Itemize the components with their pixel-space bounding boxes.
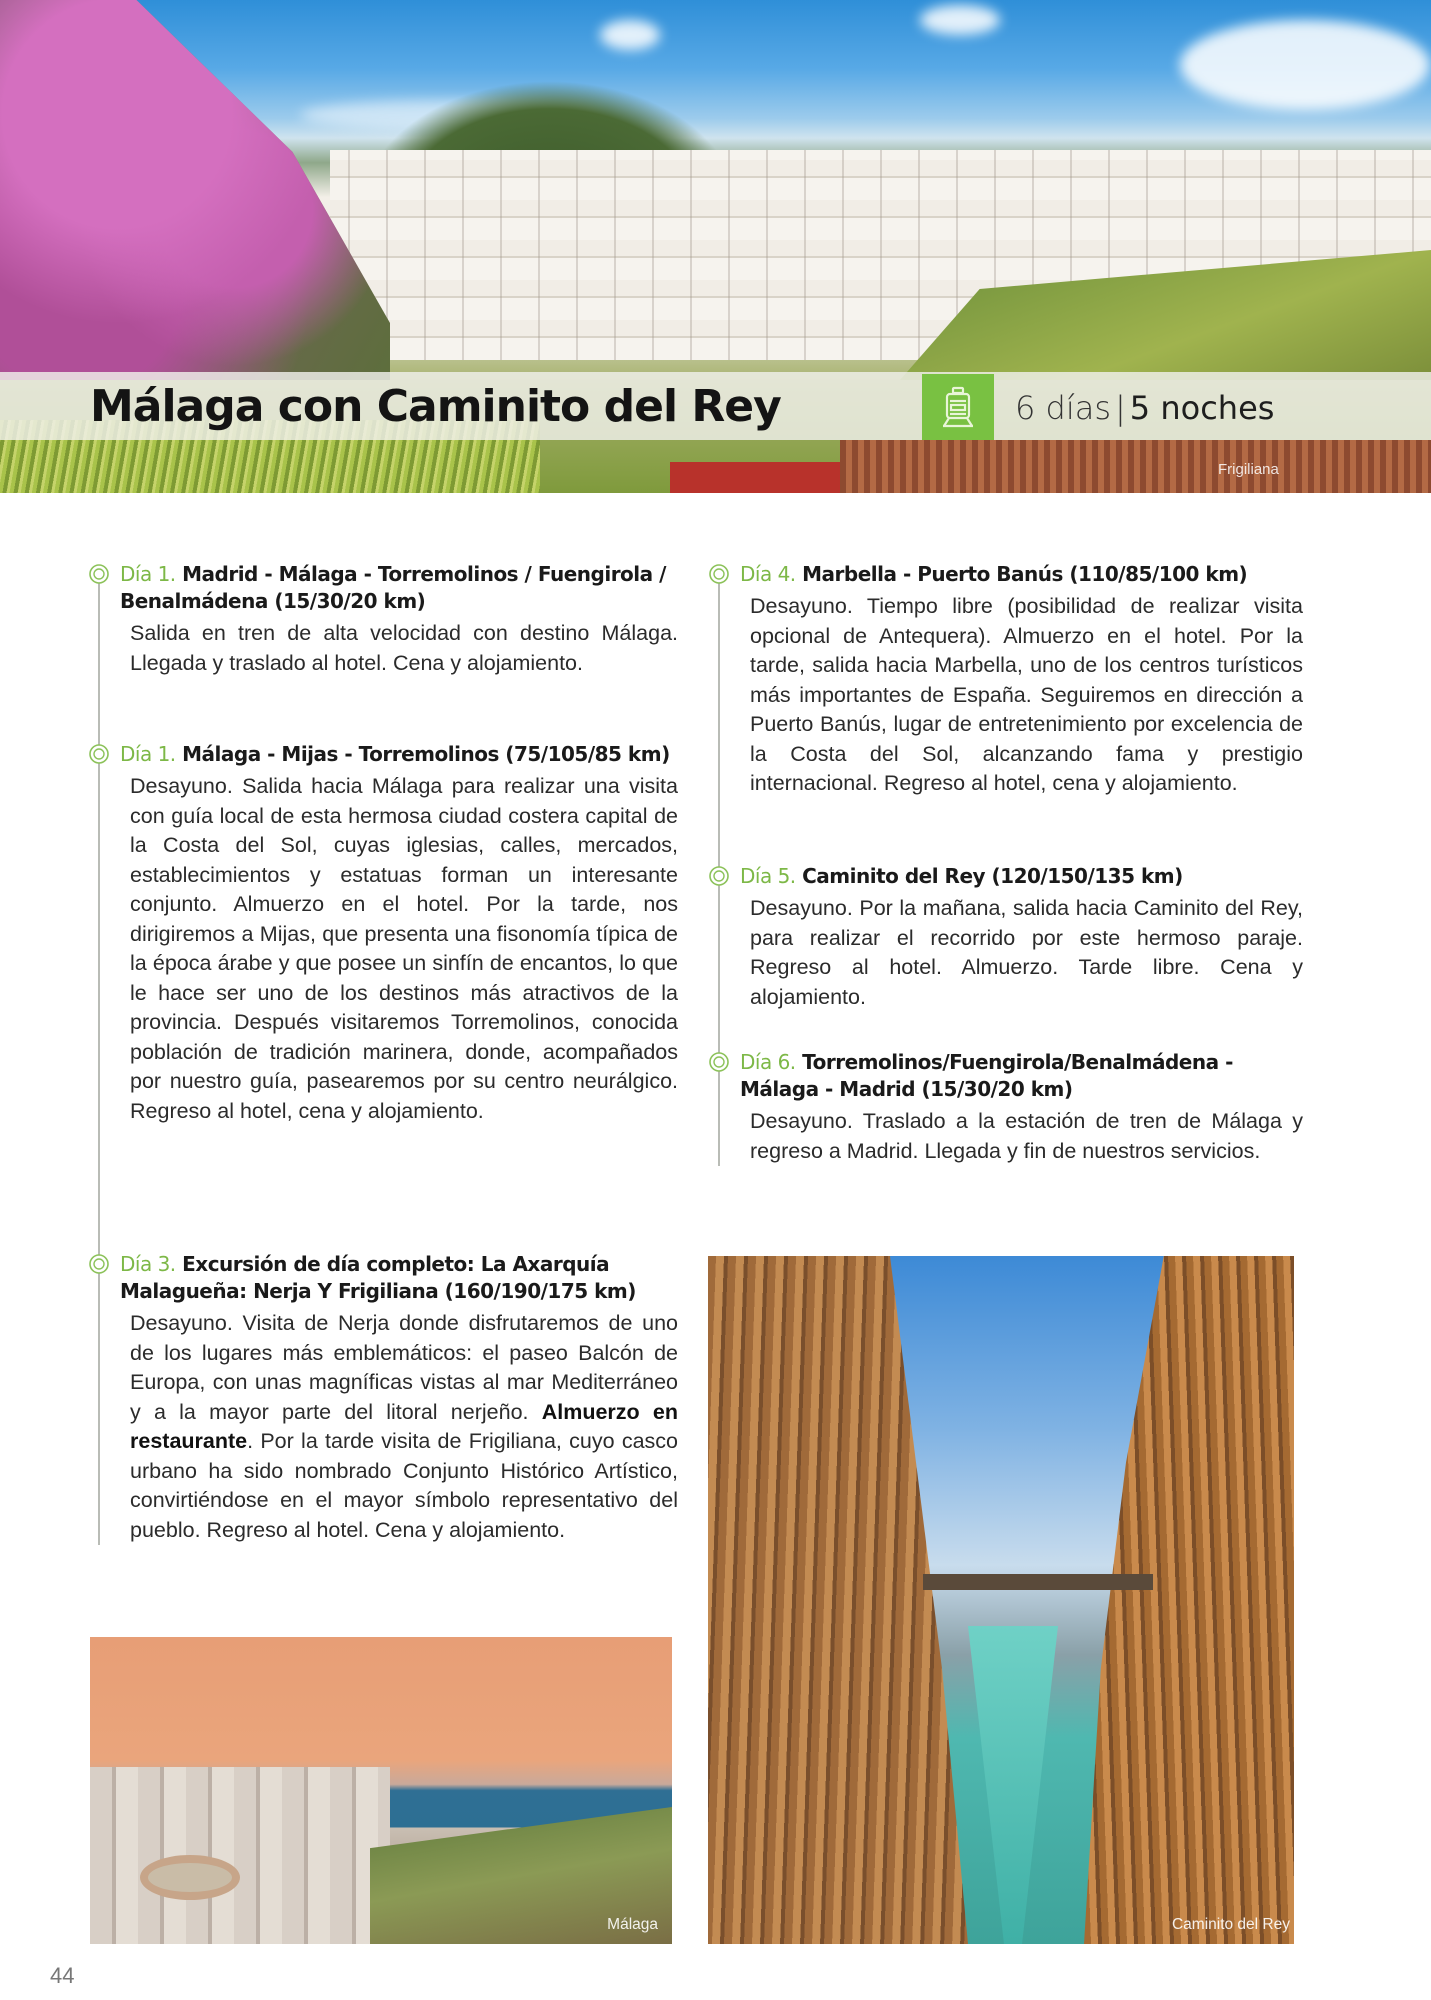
location-marker-icon <box>708 563 730 585</box>
timeline-rail <box>98 1273 100 1545</box>
location-marker-icon <box>88 563 110 585</box>
itinerary-day <box>88 561 678 741</box>
day-heading <box>740 863 1303 890</box>
day-description: Salida en tren de alta velocidad con destino Málaga. Llegada y traslado al hotel. Cena y alojamiento. <box>130 621 678 675</box>
caminito-photo <box>708 1256 1294 1944</box>
timeline-rail <box>98 583 100 763</box>
day-description: Desayuno. Traslado a la estación de tren de Málaga y regreso a Madrid. Llegada y fin de nuestros servicios. <box>750 1109 1303 1163</box>
day-description: Desayuno. Tiempo libre (posibilidad de realizar visita opcional de Antequera). Almuerzo en el hotel. Por la tarde, salida hacia Marbella, uno de los centros turísticos más importantes de España. Seguiremos en dirección a Puerto Banús, lugar de entretenimiento por excelencia de la Costa del Sol, alcanzando fama y prestigio internacional. Regreso al hotel, cena y alojamiento. <box>750 594 1303 795</box>
day-heading <box>120 561 678 615</box>
page-number: 44 <box>50 1963 75 1988</box>
day-label: Día 5. <box>740 864 796 888</box>
itinerary-column-left <box>88 561 678 1545</box>
duration-nights: 5 noches <box>1129 389 1275 427</box>
day-label: Día 4. <box>740 562 796 586</box>
page-title: Málaga con Caminito del Rey <box>90 381 781 432</box>
duration-days: 6 días <box>1015 389 1112 427</box>
location-marker-icon <box>88 1253 110 1275</box>
day-title: Caminito del Rey (120/150/135 km) <box>802 864 1183 888</box>
location-marker-icon <box>88 743 110 765</box>
malaga-photo-caption: Málaga <box>607 1916 658 1933</box>
timeline-rail <box>718 583 720 885</box>
day-title: Málaga - Mijas - Torremolinos (75/105/85 km) <box>182 742 670 766</box>
timeline-rail <box>718 885 720 1071</box>
itinerary-column-right <box>708 561 1303 1166</box>
day-label: Día 6. <box>740 1050 796 1074</box>
day-title: Marbella - Puerto Banús (110/85/100 km) <box>802 562 1248 586</box>
itinerary-day <box>88 741 678 1251</box>
day-heading <box>740 1049 1303 1103</box>
itinerary-day <box>708 561 1303 863</box>
header-photo-caption: Frigiliana <box>1218 461 1279 478</box>
day-label: Día 1. <box>120 742 176 766</box>
malaga-photo <box>90 1637 672 1944</box>
timeline-rail <box>718 1071 720 1166</box>
day-title: Excursión de día completo: La Axarquía Malagueña: Nerja Y Frigiliana (160/190/175 km) <box>120 1252 636 1303</box>
trip-duration <box>1015 388 1274 428</box>
day-description <box>130 1309 678 1545</box>
itinerary-day <box>708 863 1303 1049</box>
day-title: Madrid - Málaga - Torremolinos / Fuengirola / Benalmádena (15/30/20 km) <box>120 562 666 613</box>
day-description: Desayuno. Salida hacia Málaga para realizar una visita con guía local de esta hermosa ciudad costera capital de la Costa del Sol, cuyas iglesias, calles, mercados, establecimientos y estatuas forman un interesante conjunto. Almuerzo en el hotel. Por la tarde, nos dirigiremos a Mijas, que presenta una fisonomía típica de la época árabe y que posee un sinfín de encantos, lo que le hace ser uno de los destinos más atractivos de la provincia. Después visitaremos Torremolinos, conocida población de tradición marinera, donde, acompañados por nuestro guía, pasearemos por su centro neurálgico. Regreso al hotel, cena y alojamiento. <box>130 774 678 1123</box>
timeline-rail <box>98 763 100 1273</box>
location-marker-icon <box>708 865 730 887</box>
day-description-text: Desayuno. Visita de Nerja donde disfrutaremos de uno de los lugares más emblemáticos: el paseo Balcón de Europa, con unas magníficas vistas al mar Mediterráneo y a la mayor parte del litoral nerjeño. <box>130 1311 678 1424</box>
day-heading <box>740 561 1303 588</box>
day-heading <box>120 1251 678 1305</box>
itinerary-day <box>708 1049 1303 1166</box>
location-marker-icon <box>708 1051 730 1073</box>
day-label: Día 3. <box>120 1252 176 1276</box>
day-description: Desayuno. Por la mañana, salida hacia Caminito del Rey, para realizar el recorrido por este hermoso paraje. Regreso al hotel. Almuerzo. Tarde libre. Cena y alojamiento. <box>750 896 1303 1009</box>
duration-separator: | <box>1115 389 1126 427</box>
meal-highlight: Almuerzo en restaurante <box>130 1399 678 1453</box>
train-icon <box>922 374 994 440</box>
day-label: Día 1. <box>120 562 176 586</box>
day-title: Torremolinos/Fuengirola/Benalmádena - Málaga - Madrid (15/30/20 km) <box>740 1050 1233 1101</box>
caminito-photo-caption: Caminito del Rey <box>1171 1916 1290 1933</box>
day-description-text: . Por la tarde visita de Frigiliana, cuyo casco urbano ha sido nombrado Conjunto Histórico Artístico, convirtiéndose en el mayor símbolo representativo del pueblo. Regreso al hotel. Cena y alojamiento. <box>130 1429 678 1542</box>
day-heading <box>120 741 678 768</box>
itinerary-day <box>88 1251 678 1545</box>
